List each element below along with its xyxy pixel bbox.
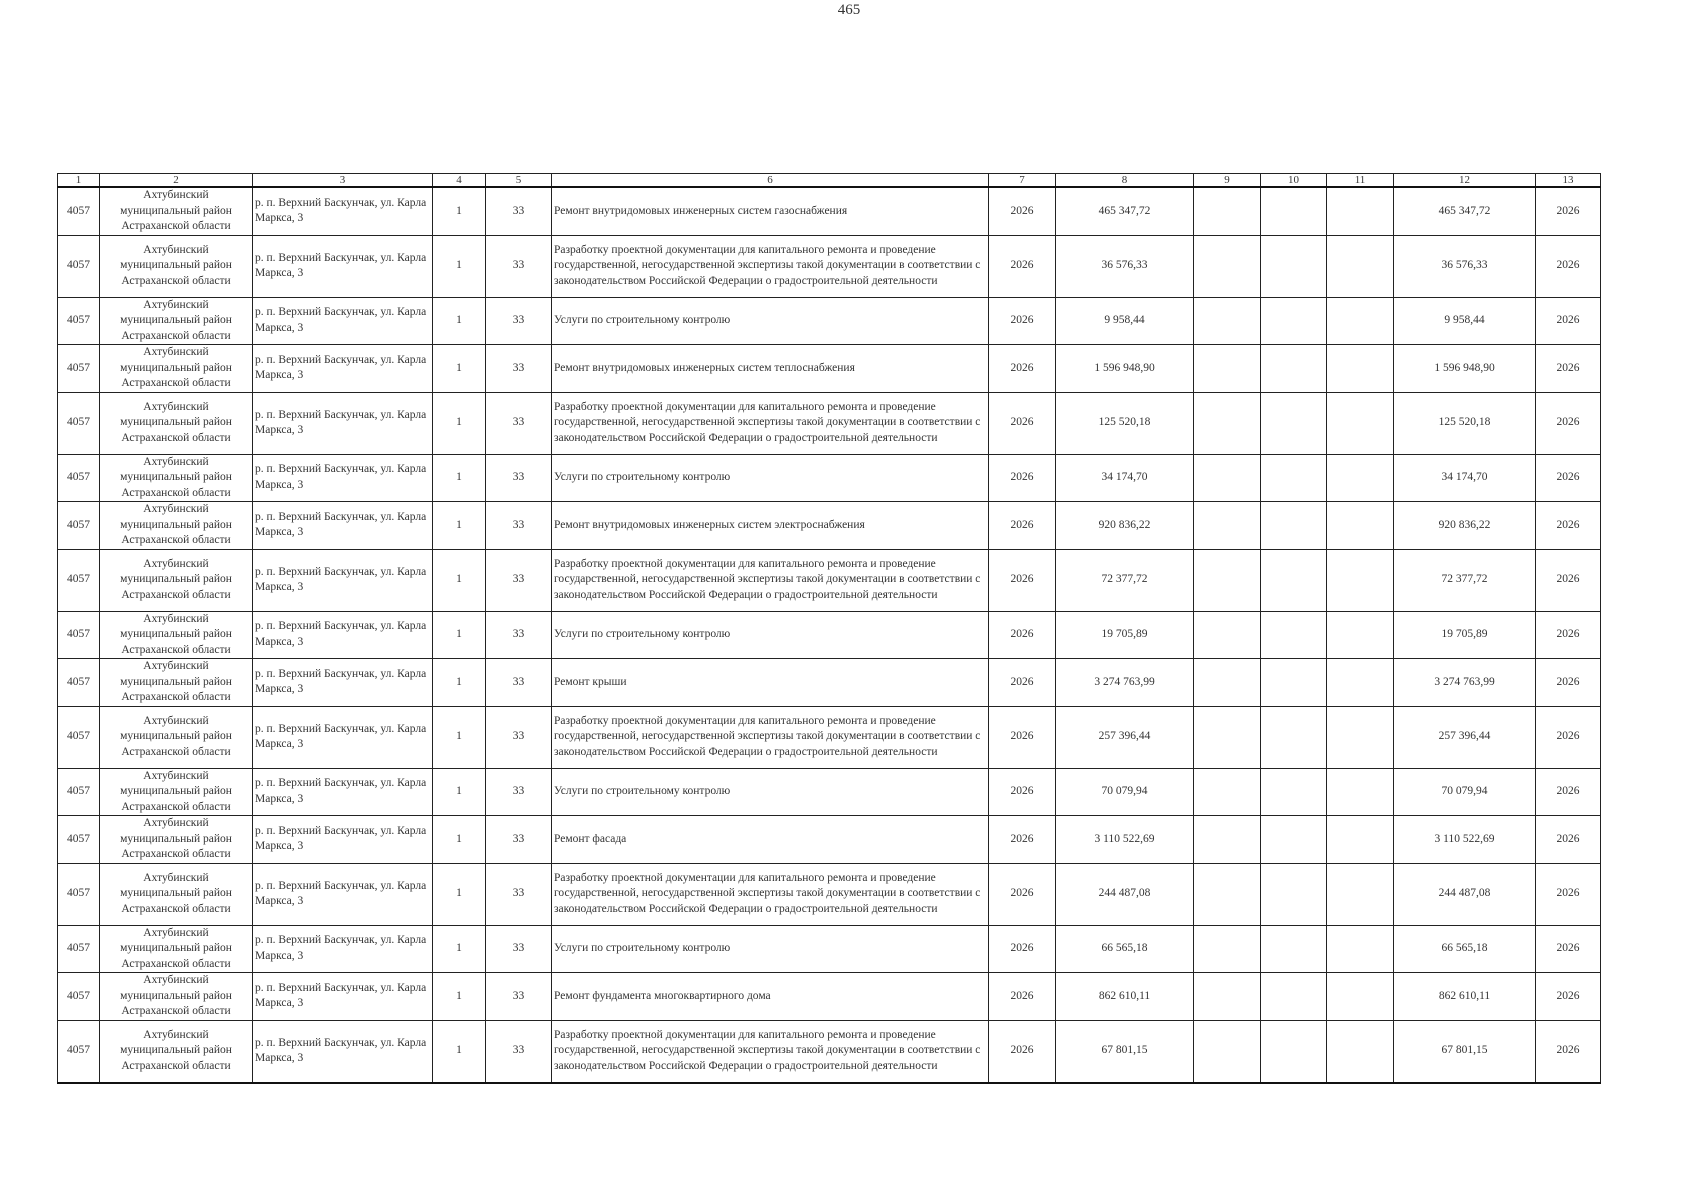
completion-year-cell: 2026: [1536, 1020, 1601, 1083]
column-5-cell: 33: [486, 297, 552, 345]
column-4-cell: 1: [433, 925, 486, 973]
house-id-cell: 4057: [58, 345, 100, 393]
cost-cell: 862 610,11: [1394, 973, 1536, 1021]
column-header: 12: [1394, 174, 1536, 188]
column-9-cell: [1194, 973, 1261, 1021]
total-cost-cell: 244 487,08: [1056, 863, 1194, 925]
house-id-cell: 4057: [58, 863, 100, 925]
column-9-cell: [1194, 454, 1261, 502]
year-cell: 2026: [989, 768, 1056, 816]
cost-cell: 72 377,72: [1394, 549, 1536, 611]
column-9-cell: [1194, 1020, 1261, 1083]
column-header: 2: [100, 174, 253, 188]
column-4-cell: 1: [433, 706, 486, 768]
completion-year-cell: 2026: [1536, 392, 1601, 454]
table-row: [58, 863, 1601, 925]
year-cell: 2026: [989, 816, 1056, 864]
column-header: 7: [989, 174, 1056, 188]
table-row: [58, 187, 1601, 235]
house-id-cell: 4057: [58, 1020, 100, 1083]
house-id-cell: 4057: [58, 611, 100, 659]
address-cell: р. п. Верхний Баскунчак, ул. Карла Маркса, 3: [253, 502, 433, 550]
column-9-cell: [1194, 345, 1261, 393]
cost-cell: 257 396,44: [1394, 706, 1536, 768]
column-4-cell: 1: [433, 392, 486, 454]
year-cell: 2026: [989, 454, 1056, 502]
address-cell: р. п. Верхний Баскунчак, ул. Карла Маркса, 3: [253, 611, 433, 659]
address-cell: р. п. Верхний Баскунчак, ул. Карла Маркса, 3: [253, 454, 433, 502]
work-type-cell: Услуги по строительному контролю: [552, 297, 989, 345]
address-cell: р. п. Верхний Баскунчак, ул. Карла Маркса, 3: [253, 345, 433, 393]
column-11-cell: [1327, 659, 1394, 707]
house-id-cell: 4057: [58, 392, 100, 454]
year-cell: 2026: [989, 973, 1056, 1021]
table-row: [58, 502, 1601, 550]
work-type-cell: Услуги по строительному контролю: [552, 768, 989, 816]
year-cell: 2026: [989, 235, 1056, 297]
cost-cell: 1 596 948,90: [1394, 345, 1536, 393]
municipality-cell: Ахтубинский муниципальный район Астраханской области: [100, 973, 253, 1021]
column-5-cell: 33: [486, 549, 552, 611]
year-cell: 2026: [989, 297, 1056, 345]
column-10-cell: [1261, 659, 1327, 707]
column-10-cell: [1261, 973, 1327, 1021]
column-5-cell: 33: [486, 502, 552, 550]
year-cell: 2026: [989, 345, 1056, 393]
total-cost-cell: 3 274 763,99: [1056, 659, 1194, 707]
total-cost-cell: 862 610,11: [1056, 973, 1194, 1021]
column-header: 13: [1536, 174, 1601, 188]
column-10-cell: [1261, 345, 1327, 393]
column-header: 10: [1261, 174, 1327, 188]
total-cost-cell: 70 079,94: [1056, 768, 1194, 816]
column-10-cell: [1261, 863, 1327, 925]
completion-year-cell: 2026: [1536, 768, 1601, 816]
column-11-cell: [1327, 187, 1394, 235]
house-id-cell: 4057: [58, 706, 100, 768]
municipality-cell: Ахтубинский муниципальный район Астраханской области: [100, 1020, 253, 1083]
work-type-cell: Разработку проектной документации для капитального ремонта и проведение государственной, негосударственной экспертизы такой документации в соответствии с законодательством Российской Федерации о градостроительной деятельности: [552, 392, 989, 454]
completion-year-cell: 2026: [1536, 549, 1601, 611]
table-row: [58, 454, 1601, 502]
work-type-cell: Разработку проектной документации для капитального ремонта и проведение государственной, негосударственной экспертизы такой документации в соответствии с законодательством Российской Федерации о градостроительной деятельности: [552, 1020, 989, 1083]
column-10-cell: [1261, 187, 1327, 235]
column-4-cell: 1: [433, 549, 486, 611]
house-id-cell: 4057: [58, 235, 100, 297]
total-cost-cell: 920 836,22: [1056, 502, 1194, 550]
column-9-cell: [1194, 187, 1261, 235]
work-type-cell: Ремонт внутридомовых инженерных систем теплоснабжения: [552, 345, 989, 393]
column-11-cell: [1327, 235, 1394, 297]
column-10-cell: [1261, 768, 1327, 816]
municipality-cell: Ахтубинский муниципальный район Астраханской области: [100, 502, 253, 550]
cost-cell: 244 487,08: [1394, 863, 1536, 925]
cost-cell: 3 110 522,69: [1394, 816, 1536, 864]
table-row: [58, 235, 1601, 297]
column-10-cell: [1261, 454, 1327, 502]
column-5-cell: 33: [486, 454, 552, 502]
completion-year-cell: 2026: [1536, 454, 1601, 502]
house-id-cell: 4057: [58, 925, 100, 973]
column-11-cell: [1327, 297, 1394, 345]
column-5-cell: 33: [486, 659, 552, 707]
total-cost-cell: 66 565,18: [1056, 925, 1194, 973]
house-id-cell: 4057: [58, 454, 100, 502]
column-9-cell: [1194, 502, 1261, 550]
table-row: [58, 1020, 1601, 1083]
municipality-cell: Ахтубинский муниципальный район Астраханской области: [100, 706, 253, 768]
address-cell: р. п. Верхний Баскунчак, ул. Карла Маркса, 3: [253, 816, 433, 864]
address-cell: р. п. Верхний Баскунчак, ул. Карла Маркса, 3: [253, 925, 433, 973]
completion-year-cell: 2026: [1536, 925, 1601, 973]
address-cell: р. п. Верхний Баскунчак, ул. Карла Маркса, 3: [253, 549, 433, 611]
column-4-cell: 1: [433, 768, 486, 816]
column-9-cell: [1194, 659, 1261, 707]
cost-cell: 920 836,22: [1394, 502, 1536, 550]
column-5-cell: 33: [486, 235, 552, 297]
column-9-cell: [1194, 549, 1261, 611]
house-id-cell: 4057: [58, 659, 100, 707]
cost-cell: 36 576,33: [1394, 235, 1536, 297]
column-11-cell: [1327, 454, 1394, 502]
municipality-cell: Ахтубинский муниципальный район Астраханской области: [100, 925, 253, 973]
cost-cell: 9 958,44: [1394, 297, 1536, 345]
column-10-cell: [1261, 1020, 1327, 1083]
column-10-cell: [1261, 925, 1327, 973]
work-type-cell: Ремонт фундамента многоквартирного дома: [552, 973, 989, 1021]
column-4-cell: 1: [433, 187, 486, 235]
cost-cell: 70 079,94: [1394, 768, 1536, 816]
house-id-cell: 4057: [58, 549, 100, 611]
column-10-cell: [1261, 549, 1327, 611]
year-cell: 2026: [989, 659, 1056, 707]
address-cell: р. п. Верхний Баскунчак, ул. Карла Маркса, 3: [253, 659, 433, 707]
column-4-cell: 1: [433, 659, 486, 707]
column-header: 9: [1194, 174, 1261, 188]
work-type-cell: Разработку проектной документации для капитального ремонта и проведение государственной, негосударственной экспертизы такой документации в соответствии с законодательством Российской Федерации о градостроительной деятельности: [552, 235, 989, 297]
municipality-cell: Ахтубинский муниципальный район Астраханской области: [100, 863, 253, 925]
house-id-cell: 4057: [58, 297, 100, 345]
column-11-cell: [1327, 1020, 1394, 1083]
address-cell: р. п. Верхний Баскунчак, ул. Карла Маркса, 3: [253, 297, 433, 345]
column-10-cell: [1261, 706, 1327, 768]
completion-year-cell: 2026: [1536, 973, 1601, 1021]
total-cost-cell: 36 576,33: [1056, 235, 1194, 297]
work-type-cell: Ремонт внутридомовых инженерных систем газоснабжения: [552, 187, 989, 235]
column-11-cell: [1327, 863, 1394, 925]
column-9-cell: [1194, 863, 1261, 925]
table-row: [58, 549, 1601, 611]
table-row: [58, 816, 1601, 864]
completion-year-cell: 2026: [1536, 863, 1601, 925]
address-cell: р. п. Верхний Баскунчак, ул. Карла Маркса, 3: [253, 706, 433, 768]
year-cell: 2026: [989, 863, 1056, 925]
municipality-cell: Ахтубинский муниципальный район Астраханской области: [100, 454, 253, 502]
column-10-cell: [1261, 297, 1327, 345]
total-cost-cell: 465 347,72: [1056, 187, 1194, 235]
work-type-cell: Ремонт крыши: [552, 659, 989, 707]
cost-cell: 3 274 763,99: [1394, 659, 1536, 707]
column-5-cell: 33: [486, 768, 552, 816]
column-9-cell: [1194, 297, 1261, 345]
completion-year-cell: 2026: [1536, 706, 1601, 768]
year-cell: 2026: [989, 502, 1056, 550]
completion-year-cell: 2026: [1536, 659, 1601, 707]
column-5-cell: 33: [486, 187, 552, 235]
column-header: 3: [253, 174, 433, 188]
column-5-cell: 33: [486, 863, 552, 925]
column-5-cell: 33: [486, 816, 552, 864]
column-11-cell: [1327, 706, 1394, 768]
column-11-cell: [1327, 816, 1394, 864]
work-type-cell: Ремонт внутридомовых инженерных систем электроснабжения: [552, 502, 989, 550]
column-header: 8: [1056, 174, 1194, 188]
address-cell: р. п. Верхний Баскунчак, ул. Карла Маркса, 3: [253, 392, 433, 454]
address-cell: р. п. Верхний Баскунчак, ул. Карла Маркса, 3: [253, 863, 433, 925]
column-5-cell: 33: [486, 973, 552, 1021]
column-header: 11: [1327, 174, 1394, 188]
municipality-cell: Ахтубинский муниципальный район Астраханской области: [100, 345, 253, 393]
year-cell: 2026: [989, 1020, 1056, 1083]
municipality-cell: Ахтубинский муниципальный район Астраханской области: [100, 611, 253, 659]
column-4-cell: 1: [433, 297, 486, 345]
table-row: [58, 706, 1601, 768]
column-10-cell: [1261, 816, 1327, 864]
completion-year-cell: 2026: [1536, 345, 1601, 393]
work-type-cell: Услуги по строительному контролю: [552, 925, 989, 973]
total-cost-cell: 1 596 948,90: [1056, 345, 1194, 393]
cost-cell: 66 565,18: [1394, 925, 1536, 973]
completion-year-cell: 2026: [1536, 235, 1601, 297]
total-cost-cell: 125 520,18: [1056, 392, 1194, 454]
cost-cell: 19 705,89: [1394, 611, 1536, 659]
column-10-cell: [1261, 502, 1327, 550]
column-11-cell: [1327, 925, 1394, 973]
completion-year-cell: 2026: [1536, 187, 1601, 235]
page-number: 465: [837, 2, 861, 18]
work-type-cell: Услуги по строительному контролю: [552, 611, 989, 659]
work-type-cell: Разработку проектной документации для капитального ремонта и проведение государственной, негосударственной экспертизы такой документации в соответствии с законодательством Российской Федерации о градостроительной деятельности: [552, 706, 989, 768]
table-row: [58, 925, 1601, 973]
year-cell: 2026: [989, 706, 1056, 768]
municipality-cell: Ахтубинский муниципальный район Астраханской области: [100, 816, 253, 864]
column-9-cell: [1194, 235, 1261, 297]
cost-cell: 34 174,70: [1394, 454, 1536, 502]
work-type-cell: Разработку проектной документации для капитального ремонта и проведение государственной, негосударственной экспертизы такой документации в соответствии с законодательством Российской Федерации о градостроительной деятельности: [552, 863, 989, 925]
total-cost-cell: 9 958,44: [1056, 297, 1194, 345]
column-5-cell: 33: [486, 345, 552, 393]
column-9-cell: [1194, 392, 1261, 454]
year-cell: 2026: [989, 549, 1056, 611]
completion-year-cell: 2026: [1536, 816, 1601, 864]
column-4-cell: 1: [433, 863, 486, 925]
year-cell: 2026: [989, 187, 1056, 235]
year-cell: 2026: [989, 611, 1056, 659]
column-4-cell: 1: [433, 611, 486, 659]
cost-cell: 465 347,72: [1394, 187, 1536, 235]
column-9-cell: [1194, 816, 1261, 864]
column-4-cell: 1: [433, 502, 486, 550]
completion-year-cell: 2026: [1536, 611, 1601, 659]
address-cell: р. п. Верхний Баскунчак, ул. Карла Маркса, 3: [253, 973, 433, 1021]
column-11-cell: [1327, 549, 1394, 611]
total-cost-cell: 67 801,15: [1056, 1020, 1194, 1083]
work-type-cell: Разработку проектной документации для капитального ремонта и проведение государственной, негосударственной экспертизы такой документации в соответствии с законодательством Российской Федерации о градостроительной деятельности: [552, 549, 989, 611]
column-11-cell: [1327, 345, 1394, 393]
column-4-cell: 1: [433, 973, 486, 1021]
house-id-cell: 4057: [58, 816, 100, 864]
cost-cell: 67 801,15: [1394, 1020, 1536, 1083]
column-5-cell: 33: [486, 611, 552, 659]
municipality-cell: Ахтубинский муниципальный район Астраханской области: [100, 549, 253, 611]
address-cell: р. п. Верхний Баскунчак, ул. Карла Маркса, 3: [253, 1020, 433, 1083]
column-4-cell: 1: [433, 454, 486, 502]
total-cost-cell: 34 174,70: [1056, 454, 1194, 502]
total-cost-cell: 257 396,44: [1056, 706, 1194, 768]
column-5-cell: 33: [486, 706, 552, 768]
address-cell: р. п. Верхний Баскунчак, ул. Карла Маркса, 3: [253, 187, 433, 235]
work-type-cell: Ремонт фасада: [552, 816, 989, 864]
house-id-cell: 4057: [58, 187, 100, 235]
table-row: [58, 297, 1601, 345]
house-id-cell: 4057: [58, 768, 100, 816]
register-body: [58, 187, 1601, 1083]
year-cell: 2026: [989, 392, 1056, 454]
table-row: [58, 345, 1601, 393]
column-9-cell: [1194, 768, 1261, 816]
municipality-cell: Ахтубинский муниципальный район Астраханской области: [100, 297, 253, 345]
column-header: 1: [58, 174, 100, 188]
total-cost-cell: 19 705,89: [1056, 611, 1194, 659]
column-4-cell: 1: [433, 345, 486, 393]
column-header: 4: [433, 174, 486, 188]
column-11-cell: [1327, 502, 1394, 550]
column-5-cell: 33: [486, 392, 552, 454]
house-id-cell: 4057: [58, 502, 100, 550]
column-header: 5: [486, 174, 552, 188]
table-row: [58, 768, 1601, 816]
municipality-cell: Ахтубинский муниципальный район Астраханской области: [100, 768, 253, 816]
table-row: [58, 392, 1601, 454]
repair-register-table: [57, 173, 1601, 1084]
column-11-cell: [1327, 973, 1394, 1021]
completion-year-cell: 2026: [1536, 297, 1601, 345]
address-cell: р. п. Верхний Баскунчак, ул. Карла Маркса, 3: [253, 235, 433, 297]
column-10-cell: [1261, 392, 1327, 454]
work-type-cell: Услуги по строительному контролю: [552, 454, 989, 502]
column-header: 6: [552, 174, 989, 188]
column-4-cell: 1: [433, 816, 486, 864]
column-11-cell: [1327, 611, 1394, 659]
column-5-cell: 33: [486, 1020, 552, 1083]
municipality-cell: Ахтубинский муниципальный район Астраханской области: [100, 187, 253, 235]
municipality-cell: Ахтубинский муниципальный район Астраханской области: [100, 392, 253, 454]
column-10-cell: [1261, 611, 1327, 659]
municipality-cell: Ахтубинский муниципальный район Астраханской области: [100, 235, 253, 297]
table-row: [58, 659, 1601, 707]
column-11-cell: [1327, 768, 1394, 816]
column-11-cell: [1327, 392, 1394, 454]
total-cost-cell: 72 377,72: [1056, 549, 1194, 611]
column-number-row: [58, 174, 1601, 188]
completion-year-cell: 2026: [1536, 502, 1601, 550]
column-9-cell: [1194, 611, 1261, 659]
address-cell: р. п. Верхний Баскунчак, ул. Карла Маркса, 3: [253, 768, 433, 816]
column-4-cell: 1: [433, 1020, 486, 1083]
house-id-cell: 4057: [58, 973, 100, 1021]
municipality-cell: Ахтубинский муниципальный район Астраханской области: [100, 659, 253, 707]
column-9-cell: [1194, 925, 1261, 973]
table-row: [58, 973, 1601, 1021]
column-4-cell: 1: [433, 235, 486, 297]
table-row: [58, 611, 1601, 659]
year-cell: 2026: [989, 925, 1056, 973]
column-10-cell: [1261, 235, 1327, 297]
total-cost-cell: 3 110 522,69: [1056, 816, 1194, 864]
cost-cell: 125 520,18: [1394, 392, 1536, 454]
column-5-cell: 33: [486, 925, 552, 973]
column-9-cell: [1194, 706, 1261, 768]
